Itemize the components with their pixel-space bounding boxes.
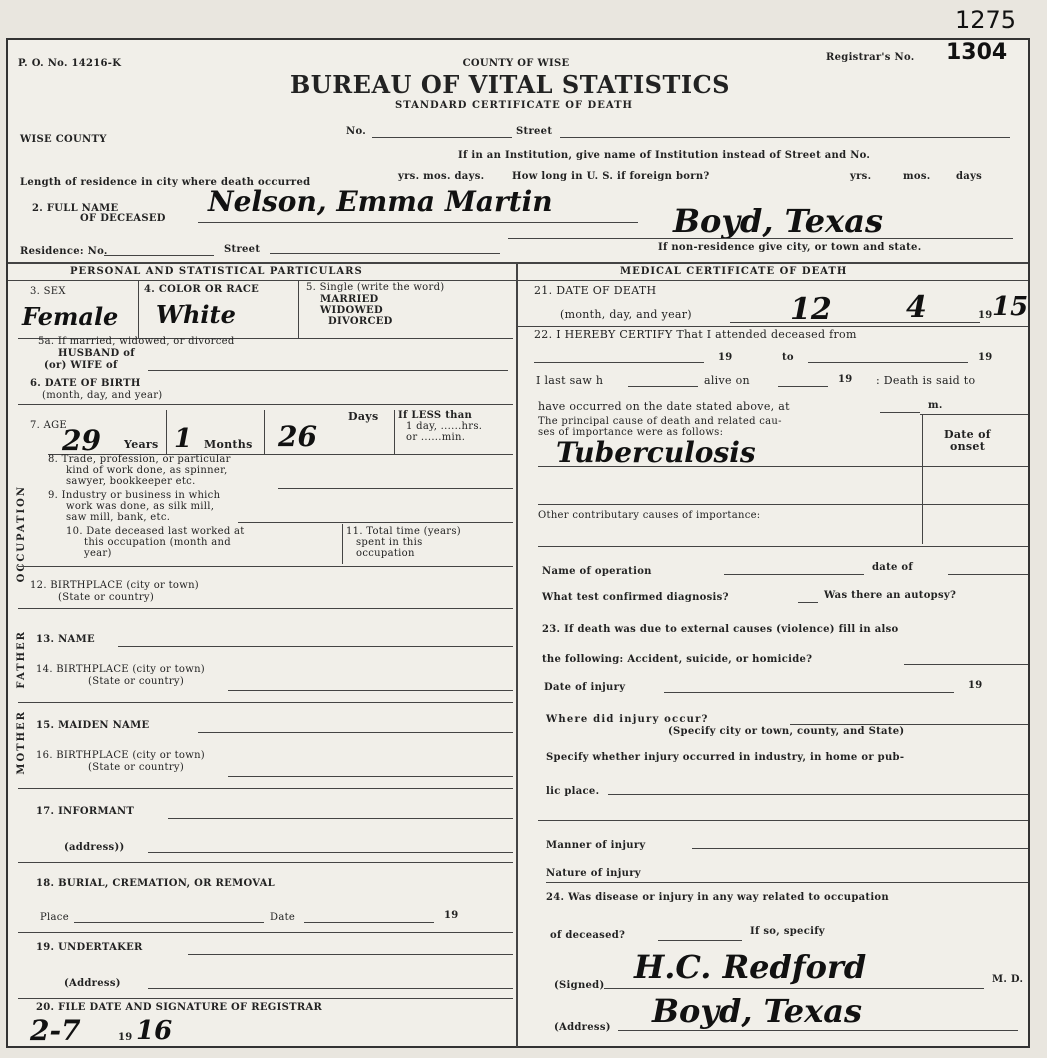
undertaker-address-line	[148, 988, 513, 989]
burial-date-label: Date	[270, 912, 296, 923]
onset-label-1: Date of	[944, 428, 991, 441]
physician-signature: H.C. Redford	[634, 948, 867, 986]
father-name-line	[118, 646, 513, 647]
spouse-label-2: HUSBAND of	[58, 348, 135, 359]
personal-heading-line	[8, 280, 516, 281]
dod-label: 21. DATE OF DEATH	[534, 284, 657, 297]
personal-heading: PERSONAL AND STATISTICAL PARTICULARS	[70, 266, 363, 277]
industry-2: work was done, as silk mill,	[66, 501, 215, 512]
injury-date-line	[664, 692, 954, 693]
less-than-2: 1 day, ......hrs.	[406, 421, 483, 432]
operation-date-label: date of	[872, 562, 914, 573]
medical-heading-line	[516, 280, 1028, 281]
injury-19: 19	[968, 680, 983, 691]
color-value: White	[156, 300, 236, 329]
certify-line-2	[808, 362, 968, 363]
residence-line	[508, 238, 1013, 239]
mother-maiden-label: 15. MAIDEN NAME	[36, 720, 150, 731]
industry-line	[238, 522, 513, 523]
burial-place-line	[74, 922, 264, 923]
onset-label-2: onset	[950, 440, 986, 453]
physician-address: Boyd, Texas	[652, 992, 862, 1030]
lastworked-3: year)	[84, 548, 112, 559]
father-birthplace-label: 14. BIRTHPLACE (city or town)	[36, 664, 206, 675]
nonresidence-note: If non-residence give city, or town and state.	[658, 242, 922, 253]
age-divider-1	[166, 410, 167, 454]
injury-nature-line	[546, 882, 1028, 883]
less-than-1: If LESS than	[398, 410, 473, 421]
dod-year: 15	[992, 292, 1029, 322]
trade-2: kind of work done, as spinner,	[66, 465, 228, 476]
name-line	[198, 222, 638, 223]
physician-address-label: (Address)	[554, 1022, 611, 1033]
informant-address-line	[148, 852, 513, 853]
father-birthplace-line	[228, 690, 513, 691]
occ-related-1: 24. Was disease or injury in any way related to occupation	[546, 892, 889, 903]
injury-manner-line	[692, 848, 1028, 849]
burial-label: 18. BURIAL, CREMATION, OR REMOVAL	[36, 878, 275, 889]
injury-date-label: Date of injury	[544, 682, 626, 693]
dod-sub: (month, day, and year)	[560, 308, 692, 321]
file-year-prefix: 19	[118, 1032, 133, 1043]
spouse-label-3: (or) WIFE of	[44, 360, 118, 371]
occ-related-line	[658, 940, 742, 941]
less-than-3: or ......min.	[406, 432, 466, 443]
occupation-side-label: OCCUPATION	[16, 485, 27, 583]
spouse-label-1: 5a. If married, widowed, or divorced	[38, 336, 235, 347]
residence-length-units: yrs. mos. days.	[398, 171, 485, 182]
occurred-text: have occurred on the date stated above, at	[538, 400, 790, 413]
marital-widowed: WIDOWED	[320, 305, 383, 316]
totaltime-3: occupation	[356, 548, 415, 559]
informant-bottom-line	[18, 862, 513, 863]
residence-street-label: Street	[224, 244, 261, 255]
color-marital-divider	[298, 280, 299, 338]
occupation-divider	[342, 524, 343, 564]
age-years-value: 29	[62, 424, 101, 457]
mother-birthplace-label: 16. BIRTHPLACE (city or town)	[36, 750, 206, 761]
spouse-line	[148, 370, 508, 371]
trade-1: 8. Trade, profession, or particular	[48, 454, 231, 465]
registrar-number: 1304	[946, 40, 1008, 65]
signed-label: (Signed)	[554, 980, 605, 991]
last-saw-1: I last saw h	[536, 374, 604, 387]
residence-no-line	[104, 255, 214, 256]
operation-label: Name of operation	[542, 566, 652, 577]
father-bottom-line	[18, 702, 513, 703]
dod-line	[730, 322, 980, 323]
dod-bottom-line	[516, 326, 1028, 327]
certificate-subtitle: STANDARD CERTIFICATE OF DEATH	[395, 100, 633, 111]
of-deceased-label: OF DECEASED	[80, 213, 166, 224]
deceased-name: Nelson, Emma Martin	[208, 185, 553, 218]
file-year-value: 16	[136, 1016, 173, 1046]
years-label: Years	[124, 438, 159, 451]
no-label: No.	[346, 126, 367, 137]
father-birthplace-sub: (State or country)	[88, 676, 185, 687]
totaltime-2: spent in this	[356, 537, 423, 548]
age-divider-2	[264, 410, 265, 454]
age-divider-3	[394, 410, 395, 454]
foreign-mos: mos.	[903, 171, 931, 182]
undertaker-address-label: (Address)	[64, 978, 121, 989]
address-line	[618, 1030, 1018, 1031]
column-divider	[516, 262, 518, 1047]
mother-bottom-line	[18, 788, 513, 789]
trade-line	[278, 488, 513, 489]
lastworked-1: 10. Date deceased last worked at	[66, 526, 245, 537]
certify-19a: 19	[718, 352, 733, 363]
occurred-line	[880, 412, 920, 413]
last-saw-line-2	[778, 386, 828, 387]
section-divider	[8, 262, 1028, 264]
age-days-value: 26	[278, 420, 317, 453]
mother-birthplace-line	[228, 776, 513, 777]
sex-label: 3. SEX	[30, 286, 66, 297]
burial-bottom-line	[18, 932, 513, 933]
po-number: P. O. No. 14216-K	[18, 58, 122, 69]
occurred-m: m.	[928, 400, 943, 411]
sex-color-divider	[138, 280, 139, 338]
dob-label: 6. DATE OF BIRTH	[30, 378, 141, 389]
dod-day: 4	[906, 290, 927, 325]
county-title: COUNTY OF WISE	[462, 58, 570, 69]
last-saw-line-1	[628, 386, 698, 387]
occ-related-3: If so, specify	[750, 926, 825, 937]
test-confirmed-line	[798, 602, 818, 603]
bureau-title: BUREAU OF VITAL STATISTICS	[289, 70, 731, 99]
county-label: WISE COUNTY	[20, 134, 107, 145]
cause-line-2	[538, 504, 1028, 505]
external-2: the following: Accident, suicide, or homicide?	[542, 654, 813, 665]
md-label: M. D.	[992, 974, 1024, 985]
marital-married: MARRIED	[320, 294, 379, 305]
birthplace-sub: (State or country)	[58, 592, 155, 603]
certify-to: to	[782, 352, 794, 363]
birthplace-line	[18, 608, 513, 609]
no-line	[372, 137, 512, 138]
informant-label: 17. INFORMANT	[36, 806, 135, 817]
cause-value: Tuberculosis	[556, 436, 756, 469]
street-label: Street	[516, 126, 553, 137]
occ-related-2: of deceased?	[550, 930, 626, 941]
registrar-label: Registrar's No.	[826, 52, 915, 63]
residence-street-line	[270, 253, 500, 254]
contributory-line	[538, 546, 1028, 547]
last-saw-2: alive on	[704, 374, 750, 387]
death-certificate	[6, 38, 1030, 1048]
external-line	[904, 664, 1028, 665]
burial-place-label: Place	[40, 912, 69, 923]
file-date-label: 20. FILE DATE AND SIGNATURE OF REGISTRAR	[36, 1002, 323, 1013]
dod-year-prefix: 19	[978, 310, 993, 321]
onset-divider	[922, 414, 923, 544]
injury-blank-line	[538, 820, 1028, 821]
certify-19b: 19	[978, 352, 993, 363]
residence-length-label: Length of residence in city where death occurred	[20, 177, 311, 188]
external-1: 23. If death was due to external causes (violence) fill in also	[542, 624, 899, 635]
mother-side-label: MOTHER	[16, 710, 27, 775]
marital-divorced: DIVORCED	[328, 316, 393, 327]
father-name-label: 13. NAME	[36, 634, 95, 645]
mother-birthplace-sub: (State or country)	[88, 762, 185, 773]
residence-city: Boyd, Texas	[673, 202, 883, 240]
full-name-label: 2. FULL NAME	[32, 203, 119, 214]
cause-label-1: The principal cause of death and related cau-	[538, 416, 782, 427]
industry-3: saw mill, bank, etc.	[66, 512, 171, 523]
last-saw-3: 19	[838, 374, 853, 385]
residence-no-label: Residence: No.	[20, 246, 108, 257]
burial-date-line	[304, 922, 434, 923]
occupation-bottom-line	[18, 566, 513, 567]
trade-3: sawyer, bookkeeper etc.	[66, 476, 196, 487]
injury-where-line	[790, 724, 1028, 725]
informant-address-label: (address))	[64, 842, 125, 853]
injury-specify-1: Specify whether injury occurred in industry, in home or pub-	[546, 752, 905, 763]
undertaker-bottom-line	[18, 998, 513, 999]
undertaker-label: 19. UNDERTAKER	[36, 942, 143, 953]
mother-maiden-line	[198, 732, 513, 733]
signed-line	[604, 988, 984, 989]
injury-manner-label: Manner of injury	[546, 840, 646, 851]
dob-line	[18, 404, 513, 405]
undertaker-line	[188, 954, 513, 955]
certify-text: 22. I HEREBY CERTIFY That I attended deceased from	[534, 328, 857, 341]
registrar-number-top: 1275	[955, 6, 1017, 34]
father-side-label: FATHER	[16, 630, 27, 689]
medical-heading: MEDICAL CERTIFICATE OF DEATH	[620, 266, 848, 277]
industry-1: 9. Industry or business in which	[48, 490, 221, 501]
informant-line	[168, 818, 513, 819]
injury-nature-label: Nature of injury	[546, 868, 641, 879]
color-label: 4. COLOR OR RACE	[144, 284, 260, 295]
institution-note: If in an Institution, give name of Institution instead of Street and No.	[458, 150, 871, 161]
operation-date-line	[948, 574, 1028, 575]
dod-month: 12	[790, 292, 832, 327]
test-confirmed-label: What test confirmed diagnosis?	[542, 592, 729, 603]
totaltime-1: 11. Total time (years)	[346, 526, 461, 537]
cause-label-2: ses of importance were as follows:	[538, 427, 724, 438]
foreign-days: days	[956, 171, 983, 182]
file-date-value: 2-7	[30, 1014, 81, 1047]
injury-specify-2: lic place.	[546, 786, 600, 797]
burial-year-label: 19	[444, 910, 459, 921]
days-label: Days	[348, 410, 379, 423]
street-line	[560, 137, 1010, 138]
autopsy-label: Was there an autopsy?	[824, 590, 957, 601]
months-label: Months	[204, 438, 253, 451]
certify-line-1	[534, 362, 704, 363]
marital-label: 5. Single (write the word)	[306, 282, 445, 293]
age-months-value: 1	[174, 424, 193, 454]
foreign-born-label: How long in U. S. if foreign born?	[512, 171, 710, 182]
foreign-yrs: yrs.	[850, 171, 872, 182]
injury-specify-line	[608, 794, 1028, 795]
age-label: 7. AGE	[30, 420, 68, 431]
sex-value: Female	[22, 302, 119, 331]
lastworked-2: this occupation (month and	[84, 537, 231, 548]
operation-line	[724, 574, 864, 575]
contributory-label: Other contributary causes of importance:	[538, 510, 761, 521]
birthplace-label: 12. BIRTHPLACE (city or town)	[30, 580, 200, 591]
cause-top-line	[920, 414, 1028, 415]
dob-sub: (month, day, and year)	[42, 390, 163, 401]
cause-line-1	[538, 466, 1028, 467]
injury-where-sub: (Specify city or town, county, and State)	[668, 726, 905, 737]
injury-where-label: Where did injury occur?	[546, 714, 709, 725]
last-saw-4: : Death is said to	[876, 374, 976, 387]
